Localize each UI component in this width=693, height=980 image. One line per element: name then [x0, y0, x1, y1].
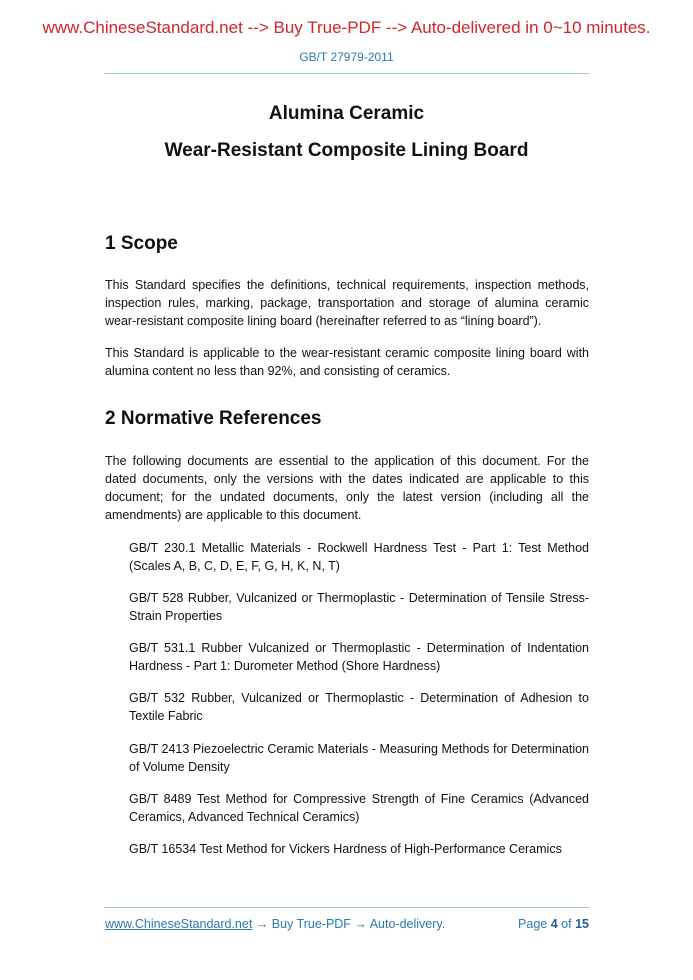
reference-item: GB/T 531.1 Rubber Vulcanized or Thermoplastic - Determination of Indentation Hardness - Part 1: Durometer Method (Shore Hardness): [129, 641, 589, 673]
reference-item: GB/T 532 Rubber, Vulcanized or Thermoplastic - Determination of Adhesion to Textile Fabric: [129, 691, 589, 723]
paragraph: This Standard is applicable to the wear-resistant ceramic composite lining board with alumina content no less than 92%, and consisting of ceramics.: [105, 346, 589, 378]
section-heading: 2 Normative References: [105, 408, 322, 429]
reference-item: GB/T 230.1 Metallic Materials - Rockwell Hardness Test - Part 1: Test Method (Scales A, B, C, D, E, F, G, H, K, N, T): [129, 541, 589, 573]
paragraph: This Standard specifies the definitions, technical requirements, inspection methods, inspection rules, marking, package, transportation and storage of alumina ceramic wear-resistant composite lining board (hereinafter referred to as “lining board”).: [105, 278, 589, 328]
of-label: of: [561, 917, 572, 931]
header-standard-code: GB/T 27979-2011: [299, 50, 394, 64]
header-divider: [104, 73, 589, 74]
footer: [105, 917, 589, 931]
footer-divider: [104, 907, 589, 908]
page-number: 4: [550, 917, 558, 931]
title-line-2: Wear-Resistant Composite Lining Board: [164, 140, 529, 161]
footer-link[interactable]: www.ChineseStandard.net: [105, 917, 253, 931]
promo-banner[interactable]: www.ChineseStandard.net --> Buy True-PDF --> Auto-delivered in 0~10 minutes.: [42, 18, 651, 37]
page-indicator: [518, 917, 589, 931]
section-heading: 1 Scope: [105, 233, 178, 254]
page-label: Page: [518, 917, 548, 931]
reference-item: GB/T 8489 Test Method for Compressive Strength of Fine Ceramics (Advanced Ceramics, Advanced Technical Ceramics): [129, 792, 589, 824]
reference-item: GB/T 16534 Test Method for Vickers Hardness of High-Performance Ceramics: [129, 842, 562, 856]
reference-item: GB/T 528 Rubber, Vulcanized or Thermoplastic - Determination of Tensile Stress-Strain Properties: [129, 591, 589, 623]
title-line-1: Alumina Ceramic: [268, 103, 425, 124]
reference-item: GB/T 2413 Piezoelectric Ceramic Materials - Measuring Methods for Determination of Volume Density: [129, 742, 589, 774]
paragraph: The following documents are essential to the application of this document. For the dated documents, only the versions with the dates indicated are applicable to this document; for the undated documents, only the latest version (including all the amendments) are applicable to this document.: [105, 454, 589, 522]
page-total: 15: [575, 917, 589, 931]
footer-text: → Buy True-PDF → Auto-delivery.: [252, 917, 446, 931]
